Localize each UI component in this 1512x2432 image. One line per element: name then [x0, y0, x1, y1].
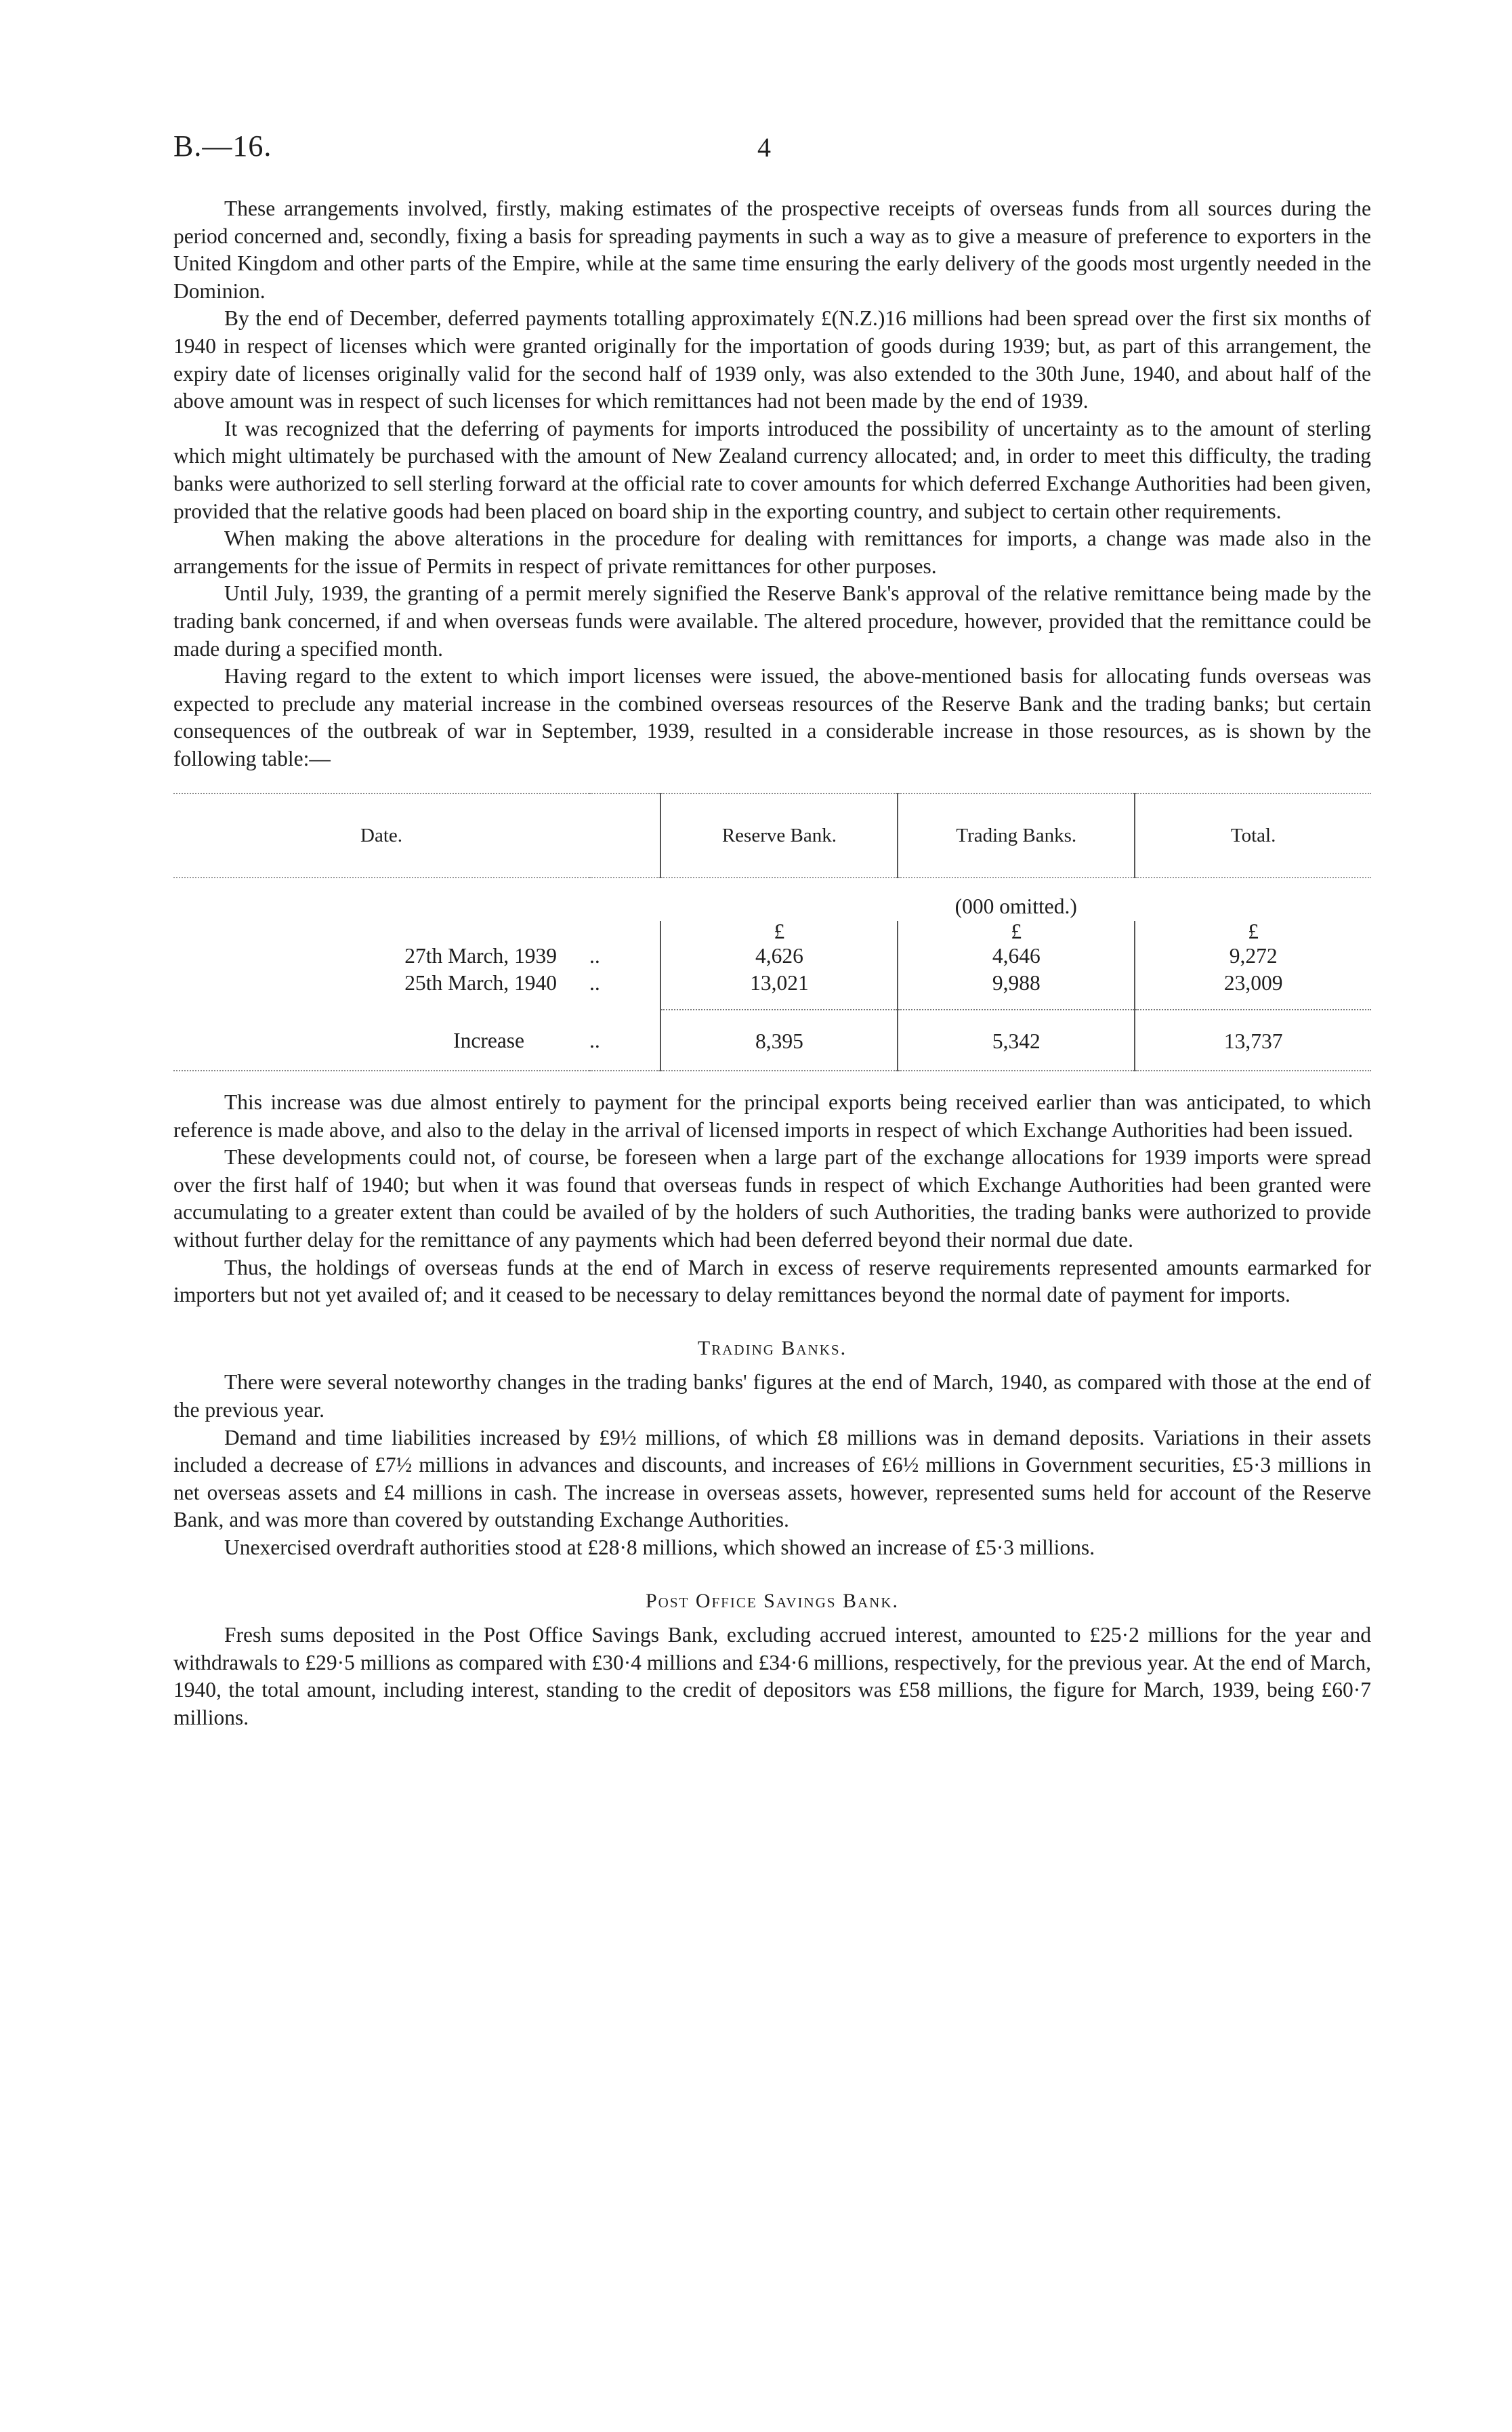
paragraph: Demand and time liabilities increased by £9½ millions, of which £8 millions was in demand deposits. Variations in their assets included a decrease of £7½ millions in advances and discounts, and increases of £6½ millions in Government securities, £5·3 millions in net overseas assets and £4 millions in cash. The increase in overseas assets, however, represented sums held for account of the Reserve Bank, and was more than covered by outstanding Exchange Authorities. — [173, 1425, 1371, 1532]
paragraph: This increase was due almost entirely to payment for the principal exports being received earlier than was anticipated, to which reference is made above, and also to the delay in the arrival of licensed imports in respect of which Exchange Authorities had been issued. — [173, 1090, 1371, 1142]
row-total: 23,009 — [1135, 970, 1371, 997]
document-reference: B.—16. — [173, 129, 272, 163]
row-total: 9,272 — [1135, 943, 1371, 970]
increase-label: Increase — [173, 1010, 589, 1071]
increase-row — [173, 1010, 1371, 1071]
unit-note: (000 omitted.) — [954, 894, 1077, 919]
paragraph: Having regard to the extent to which import licenses were issued, the above-mentioned basis for allocating funds overseas was expected to preclude any material increase in the combined overseas resources of the Reserve Bank and the trading banks; but certain consequences of the outbreak of war in September, 1939, resulted in a considerable increase in those resources, as is shown by the following table:— — [173, 664, 1371, 770]
table-row — [173, 970, 1371, 997]
paragraph: When making the above alterations in the procedure for dealing with remittances for imports, a change was made also in the arrangements for the issue of Permits in respect of private remittances for other purposes. — [173, 527, 1371, 578]
document-body — [173, 195, 1371, 1732]
header-date: Date. — [173, 794, 589, 878]
increase-trading: 5,342 — [898, 1010, 1135, 1071]
row-reserve: 13,021 — [660, 970, 898, 997]
header-total: Total. — [1135, 794, 1371, 878]
section-heading-trading-banks: Trading Banks. — [697, 1336, 847, 1359]
row-leader: .. — [589, 971, 600, 995]
currency-total: £ — [1135, 921, 1371, 943]
row-date: 27th March, 1939 — [404, 944, 558, 968]
paragraph: By the end of December, deferred payments totalling approximately £(N.Z.)16 millions had been spread over the first six months of 1940 in respect of licenses which were granted originally for the importation of goods during 1939; but, as part of this arrangement, the expiry date of licenses originally valid for the second half of 1939 only, was also extended to the 30th June, 1940, and about half of the above amount was in respect of such licenses for which remittances had not been made by the end of 1939. — [173, 306, 1371, 413]
paragraph: These developments could not, of course, be foreseen when a large part of the exchange allocations for 1939 imports were spread over the first half of 1940; but when it was found that overseas funds in respect of which Exchange Authorities had been granted were accumulating to a greater extent than could be availed of by the holders of such Authorities, the trading banks were authorized to provide without further delay for the remittance of any payments which had been deferred beyond their normal due date. — [173, 1145, 1371, 1252]
section-heading-post-office-savings-bank: Post Office Savings Bank. — [645, 1589, 900, 1612]
paragraph: There were several noteworthy changes in the trading banks' figures at the end of March, 1940, as compared with those at the end of the previous year. — [173, 1370, 1371, 1422]
row-trading: 9,988 — [898, 970, 1135, 997]
paragraph: It was recognized that the deferring of payments for imports introduced the possibility of uncertainty as to the amount of sterling which might ultimately be purchased with the amount of New Zealand currency allocated; and, in order to meet this difficulty, the trading banks were authorized to sell sterling forward at the official rate to cover amounts for which deferred Exchange Authorities had been given, provided that the relative goods had been placed on board ship in the exporting country, and subject to certain other requirements. — [173, 416, 1371, 523]
header-reserve-bank: Reserve Bank. — [660, 794, 898, 878]
currency-reserve: £ — [660, 921, 898, 943]
header-trading-banks: Trading Banks. — [898, 794, 1135, 878]
paragraph: Fresh sums deposited in the Post Office Savings Bank, excluding accrued interest, amounted to £25·2 millions for the year and withdrawals to £29·5 millions as compared with £30·4 millions and £34·6 millions, respectively, for the previous year. At the end of March, 1940, the total amount, including interest, standing to the credit of depositors was £58 millions, the figure for March, 1939, being £60·7 millions. — [173, 1623, 1371, 1729]
overseas-funds-table — [173, 793, 1371, 1071]
currency-trading: £ — [898, 921, 1135, 943]
row-leader: .. — [589, 1010, 660, 1071]
paragraph: Unexercised overdraft authorities stood at £28·8 millions, which showed an increase of £5·3 millions. — [224, 1535, 1095, 1559]
row-date: 25th March, 1940 — [404, 971, 558, 995]
paragraph: These arrangements involved, firstly, making estimates of the prospective receipts of overseas funds from all sources during the period concerned and, secondly, fixing a basis for spreading payments in such a way as to give a measure of preference to exporters in the United Kingdom and other parts of the Empire, while at the same time ensuring the early delivery of the goods most urgently needed in the Dominion. — [173, 197, 1371, 303]
increase-total: 13,737 — [1135, 1010, 1371, 1071]
table-header-row — [173, 794, 1371, 878]
row-trading: 4,646 — [898, 943, 1135, 970]
increase-reserve: 8,395 — [660, 1010, 898, 1071]
row-leader: .. — [589, 944, 600, 968]
paragraph: Thus, the holdings of overseas funds at the end of March in excess of reserve requirements represented amounts earmarked for importers but not yet availed of; and it ceased to be necessary to delay remittances beyond the normal date of payment for imports. — [173, 1255, 1371, 1307]
row-reserve: 4,626 — [660, 943, 898, 970]
page-number: 4 — [757, 132, 771, 163]
paragraph: Until July, 1939, the granting of a permit merely signified the Reserve Bank's approval of the relative remittance being made by the trading bank concerned, if and when overseas funds were available. The altered procedure, however, provided that the remittance could be made during a specified month. — [173, 581, 1371, 661]
table-row — [173, 943, 1371, 970]
